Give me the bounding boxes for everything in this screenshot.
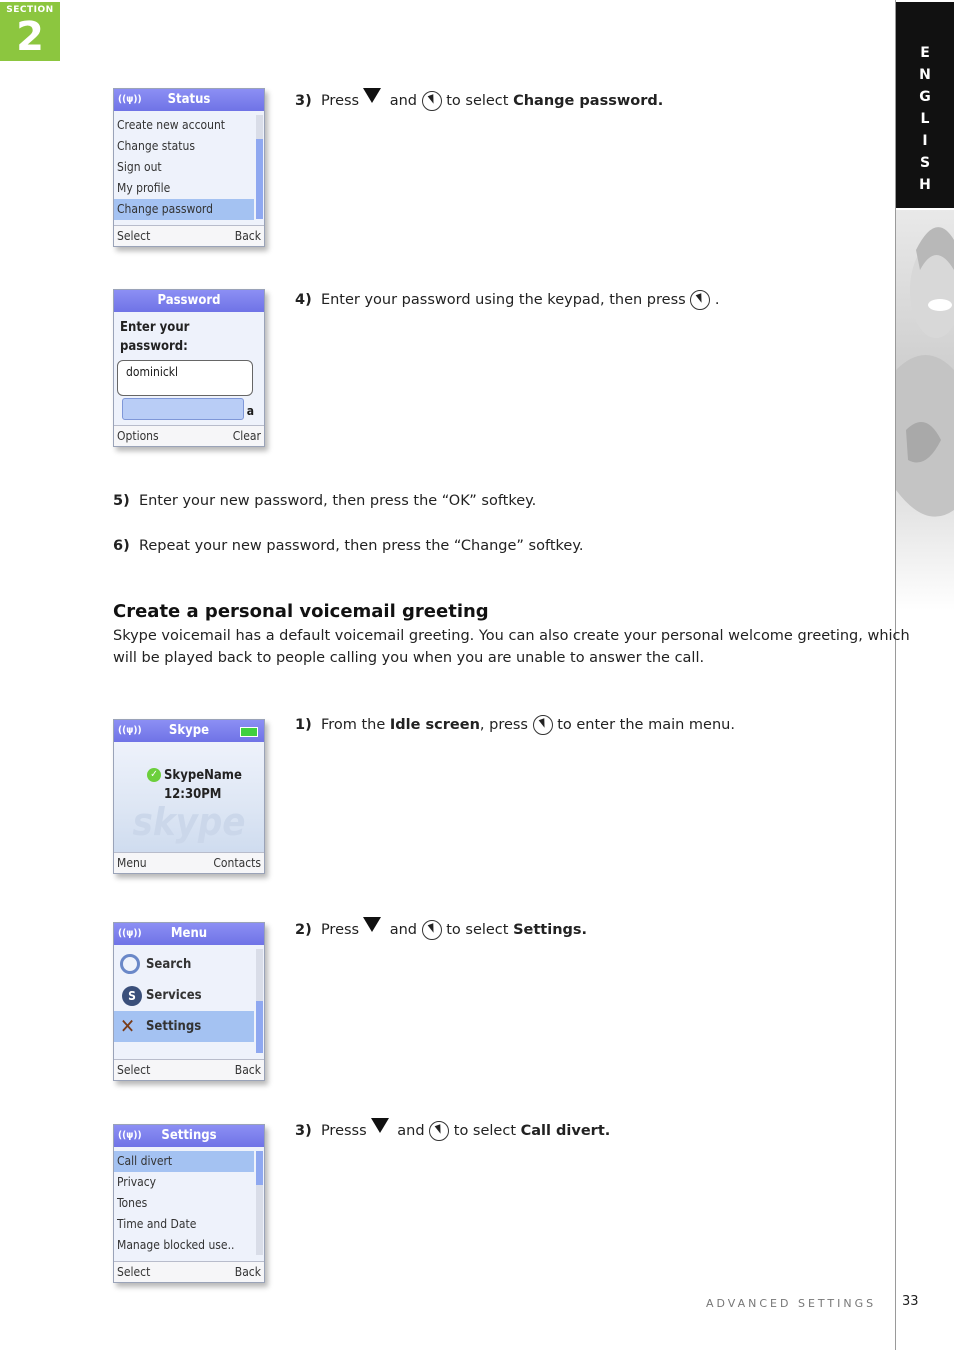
settings-item: Time and Date bbox=[117, 1217, 197, 1231]
signal-icon: ((ψ)) bbox=[118, 725, 142, 736]
step-4: 4) Enter your password using the keypad, then press . bbox=[295, 292, 720, 308]
signal-icon: ((ψ)) bbox=[118, 94, 142, 105]
skype-services-icon: S bbox=[122, 986, 142, 1006]
settings-screen bbox=[113, 1124, 265, 1283]
status-item-selected: Change password bbox=[114, 199, 254, 220]
step-6: 6) Repeat your new password, then press the “Change” softkey. bbox=[113, 538, 584, 554]
nav-key-icon bbox=[533, 715, 553, 735]
password-prompt-line2: password: bbox=[120, 339, 188, 354]
idle-title-bar bbox=[114, 720, 264, 742]
softkey-left: Select bbox=[117, 1265, 151, 1279]
softkey-right: Back bbox=[234, 1265, 261, 1279]
running-footer: ADVANCED SETTINGS bbox=[706, 1297, 877, 1310]
settings-item-selected: Call divert bbox=[114, 1151, 254, 1172]
password-body bbox=[114, 312, 264, 425]
menu-item-settings: ✕ Settings bbox=[114, 1011, 254, 1042]
online-check-icon: ✓ bbox=[147, 768, 161, 782]
skype-name: SkypeName bbox=[164, 768, 242, 783]
softkey-right: Back bbox=[234, 229, 261, 243]
language-tab bbox=[896, 2, 954, 208]
menu-item-services: S Services bbox=[114, 980, 254, 1011]
down-arrow-icon bbox=[371, 1118, 389, 1133]
language-tab-label: E N G L I S H bbox=[919, 45, 931, 193]
status-item: Create new account bbox=[117, 118, 226, 132]
section-number: 2 bbox=[16, 14, 44, 60]
idle-body bbox=[114, 742, 264, 852]
softkey-right: Back bbox=[234, 1063, 261, 1077]
step-b2: 2) Press and to select Settings. bbox=[295, 917, 587, 940]
settings-title-bar bbox=[114, 1125, 264, 1147]
settings-item: Privacy bbox=[117, 1175, 157, 1189]
settings-title: Settings bbox=[161, 1128, 217, 1143]
tools-icon: ✕ bbox=[120, 1014, 136, 1038]
status-list bbox=[114, 111, 264, 225]
settings-item: Manage blocked use.. bbox=[117, 1238, 235, 1252]
signal-icon: ((ψ)) bbox=[118, 1130, 142, 1141]
status-screen bbox=[113, 88, 265, 247]
page-number: 33 bbox=[902, 1294, 919, 1309]
softkey-left: Menu bbox=[117, 856, 147, 870]
step-5: 5) Enter your new password, then press the “OK” softkey. bbox=[113, 493, 537, 509]
nav-key-icon bbox=[690, 290, 710, 310]
step-b1: 1) From the Idle screen, press to enter the main menu. bbox=[295, 717, 735, 733]
section-label: SECTION bbox=[6, 5, 54, 15]
clock: 12:30PM bbox=[164, 787, 222, 802]
nav-key-icon bbox=[429, 1121, 449, 1141]
softkey-left: Select bbox=[117, 229, 151, 243]
softkey-right: Clear bbox=[232, 429, 261, 443]
status-title-bar bbox=[114, 89, 264, 111]
input-shadow-box bbox=[122, 398, 244, 420]
signal-icon: ((ψ)) bbox=[118, 928, 142, 939]
menu-screen bbox=[113, 922, 265, 1081]
softkey-bar bbox=[114, 225, 264, 246]
idle-screen bbox=[113, 719, 265, 874]
skype-logo-watermark: skype bbox=[132, 800, 246, 844]
menu-title: Menu bbox=[170, 926, 208, 941]
softkey-bar bbox=[114, 1261, 264, 1282]
status-item: Change status bbox=[117, 139, 195, 153]
softkey-bar bbox=[114, 425, 264, 446]
password-screen bbox=[113, 289, 265, 447]
menu-list bbox=[114, 945, 264, 1059]
menu-title-bar bbox=[114, 923, 264, 945]
step-3a: 3) Press and to select Change password. bbox=[295, 88, 663, 111]
search-icon bbox=[120, 954, 140, 974]
nav-key-icon bbox=[422, 920, 442, 940]
section-badge bbox=[0, 2, 60, 61]
password-title: Password bbox=[157, 293, 221, 308]
softkey-bar bbox=[114, 1059, 264, 1080]
input-mode-indicator: a bbox=[246, 404, 254, 418]
softkey-left: Select bbox=[117, 1063, 151, 1077]
password-field: dominickl bbox=[117, 360, 253, 396]
status-title: Status bbox=[167, 92, 211, 107]
intro-paragraph: Skype voicemail has a default voicemail greeting. You can also create your personal welcome greeting, which will be played back to people calling you when you are unable to answer the call. bbox=[113, 628, 910, 666]
softkey-left: Options bbox=[117, 429, 159, 443]
scrollbar bbox=[256, 115, 263, 219]
status-item: Sign out bbox=[117, 160, 162, 174]
menu-item-search: Search bbox=[114, 949, 254, 980]
down-arrow-icon bbox=[363, 88, 381, 103]
softkey-right: Contacts bbox=[213, 856, 261, 870]
password-prompt-line1: Enter your bbox=[120, 320, 190, 335]
down-arrow-icon bbox=[363, 917, 381, 932]
nav-key-icon bbox=[422, 91, 442, 111]
scrollbar bbox=[256, 1151, 263, 1255]
settings-item: Tones bbox=[117, 1196, 148, 1210]
status-item: My profile bbox=[117, 181, 171, 195]
softkey-bar bbox=[114, 852, 264, 873]
section-heading: Create a personal voicemail greeting bbox=[113, 601, 489, 622]
idle-title: Skype bbox=[168, 723, 210, 738]
password-title-bar bbox=[114, 290, 264, 312]
side-photo bbox=[896, 210, 954, 610]
settings-list bbox=[114, 1147, 264, 1261]
step-b3: 3) Presss and to select Call divert. bbox=[295, 1118, 610, 1141]
scrollbar bbox=[256, 949, 263, 1053]
battery-icon bbox=[240, 727, 258, 737]
